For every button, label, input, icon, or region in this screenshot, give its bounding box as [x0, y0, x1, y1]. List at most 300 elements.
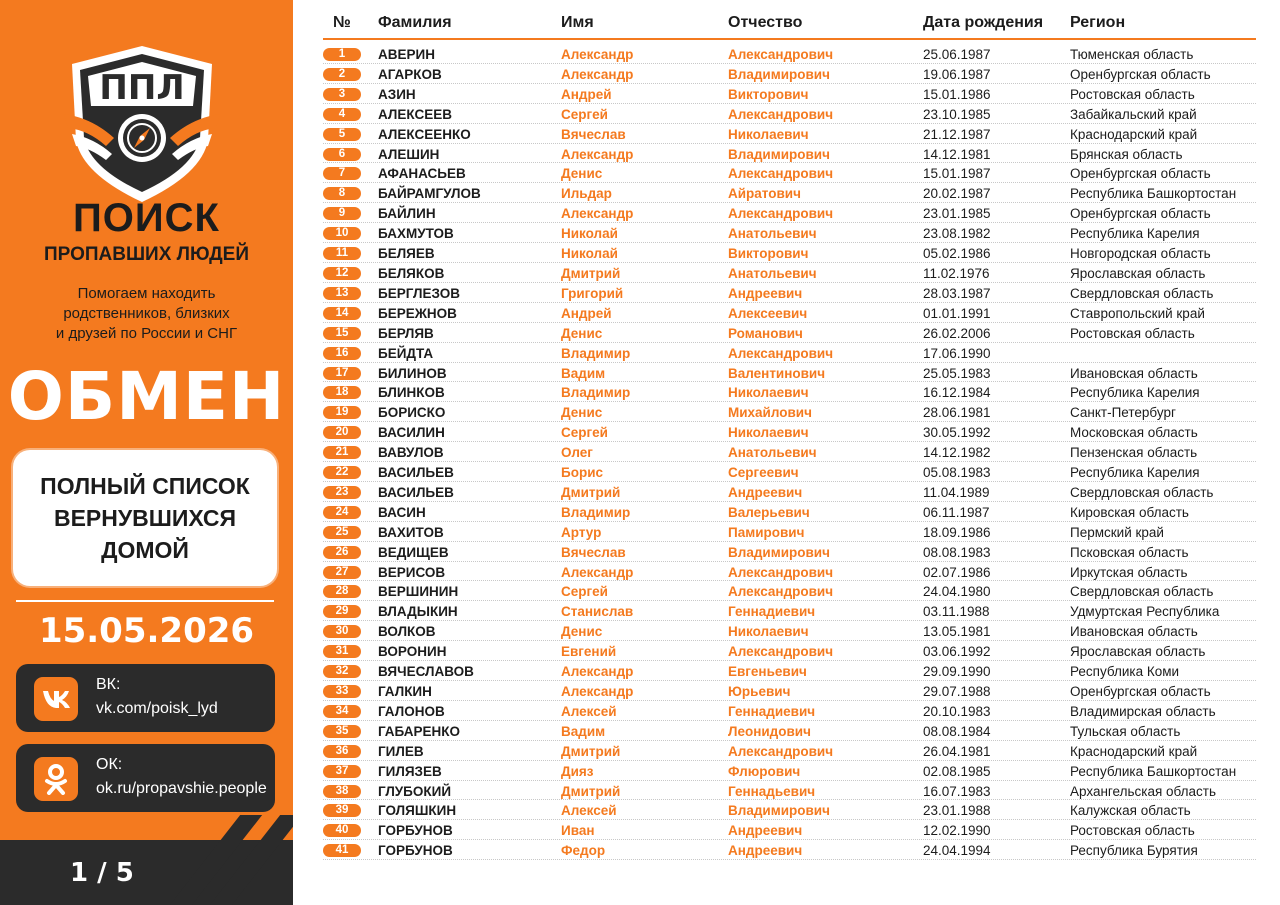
first-name: Олег — [561, 445, 593, 461]
row-number-badge: 28 — [323, 585, 361, 598]
birth-date: 16.07.1983 — [923, 783, 991, 799]
table-row — [323, 163, 1256, 183]
birth-date: 28.06.1981 — [923, 405, 991, 421]
row-number-badge: 11 — [323, 247, 361, 260]
birth-date: 13.05.1981 — [923, 624, 991, 640]
row-number-badge: 1 — [323, 48, 361, 61]
last-name: ВАСИЛИН — [378, 425, 445, 441]
last-name: АЛЕКСЕЕНКО — [378, 126, 471, 142]
birth-date: 08.08.1983 — [923, 544, 991, 560]
birth-date: 15.01.1987 — [923, 166, 991, 182]
first-name: Александр — [561, 66, 634, 82]
last-name: ВЕДИЩЕВ — [378, 544, 449, 560]
region: Ивановская область — [1070, 624, 1198, 640]
first-name: Иван — [561, 823, 595, 839]
last-name: БАЙЛИН — [378, 206, 436, 222]
birth-date: 05.02.1986 — [923, 246, 991, 262]
first-name: Денис — [561, 166, 603, 182]
list-title-line: ДОМОЙ — [101, 537, 189, 563]
first-name: Алексей — [561, 703, 617, 719]
patronymic: Александрович — [728, 644, 834, 660]
patronymic: Геннадиевич — [728, 604, 816, 620]
table-row — [323, 382, 1256, 402]
first-name: Николай — [561, 246, 618, 262]
patronymic: Анатольевич — [728, 265, 817, 281]
birth-date: 29.07.1988 — [923, 684, 991, 699]
birth-date: 06.11.1987 — [923, 504, 990, 520]
first-name: Ильдар — [561, 186, 612, 202]
table-row — [323, 601, 1256, 621]
row-number-badge: 9 — [323, 207, 361, 220]
list-title-line: ПОЛНЫЙ СПИСОК — [40, 473, 250, 499]
region: Республика Башкортостан — [1070, 186, 1237, 202]
sidebar — [0, 0, 293, 905]
ok-label: ОК: — [96, 756, 123, 773]
table-row — [323, 502, 1256, 522]
region: Краснодарский край — [1070, 126, 1198, 142]
patronymic: Владимирович — [728, 803, 830, 819]
region: Республика Бурятия — [1070, 843, 1198, 859]
region: Ростовская область — [1070, 823, 1195, 839]
region: Республика Карелия — [1070, 385, 1200, 401]
table-row — [323, 442, 1256, 462]
row-number-badge: 33 — [323, 685, 361, 698]
region: Оренбургская область — [1070, 684, 1211, 699]
first-name: Владимир — [561, 345, 631, 361]
last-name: ВОЛКОВ — [378, 624, 436, 640]
table-row — [323, 422, 1256, 442]
patronymic: Евгеньевич — [728, 664, 807, 680]
table-row — [323, 243, 1256, 263]
row-number-badge: 22 — [323, 466, 361, 479]
last-name: ГЛУБОКИЙ — [378, 783, 452, 799]
last-name: БИЛИНОВ — [378, 365, 447, 381]
birth-date: 21.12.1987 — [923, 126, 991, 142]
row-number-badge: 24 — [323, 506, 361, 519]
region: Республика Башкортостан — [1070, 763, 1237, 779]
row-number-badge: 36 — [323, 745, 361, 758]
shield-logo-icon — [62, 42, 222, 207]
birth-date: 14.12.1982 — [923, 445, 991, 461]
row-number-badge: 3 — [323, 88, 361, 101]
table-row — [323, 223, 1256, 243]
patronymic: Андреевич — [728, 843, 803, 859]
table-row — [323, 741, 1256, 761]
birth-date: 02.08.1985 — [923, 763, 991, 779]
divider — [16, 600, 274, 602]
first-name: Вадим — [561, 723, 606, 739]
patronymic: Александрович — [728, 166, 834, 182]
header-patronymic: Отчество — [728, 14, 803, 31]
patronymic: Александрович — [728, 106, 834, 122]
last-name: АФАНАСЬЕВ — [378, 166, 466, 182]
table-row — [323, 343, 1256, 363]
patronymic: Памирович — [728, 524, 805, 540]
vk-icon — [34, 677, 78, 721]
birth-date: 11.04.1989 — [923, 484, 990, 500]
table-row — [323, 44, 1256, 64]
table-row — [323, 303, 1256, 323]
first-name: Дмитрий — [561, 484, 621, 500]
first-name: Александр — [561, 206, 634, 222]
row-number-badge: 37 — [323, 765, 361, 778]
table-row — [323, 104, 1256, 124]
patronymic: Александрович — [728, 206, 834, 222]
birth-date: 11.02.1976 — [923, 265, 990, 281]
table-body — [323, 44, 1256, 860]
table-row — [323, 820, 1256, 840]
patronymic: Андреевич — [728, 823, 803, 839]
people-table — [323, 0, 1256, 860]
brand-desc-line: родственников, близких — [63, 305, 230, 322]
patronymic: Геннадьевич — [728, 783, 816, 799]
row-number-badge: 2 — [323, 68, 361, 81]
header-region: Регион — [1070, 14, 1126, 31]
birth-date: 17.06.1990 — [923, 345, 991, 361]
first-name: Сергей — [561, 106, 608, 122]
row-number-badge: 41 — [323, 844, 361, 857]
table-row — [323, 840, 1256, 860]
patronymic: Викторович — [728, 246, 809, 262]
list-title-line: ВЕРНУВШИХСЯ — [53, 505, 237, 531]
header-birth-date: Дата рождения — [923, 14, 1044, 31]
patronymic: Александрович — [728, 47, 834, 62]
brand-subtitle: ПРОПАВШИХ ЛЮДЕЙ — [44, 244, 249, 265]
table-row — [323, 283, 1256, 303]
row-number-badge: 6 — [323, 148, 361, 161]
row-number-badge: 4 — [323, 108, 361, 121]
last-name: ВАСИЛЬЕВ — [378, 484, 454, 500]
row-number-badge: 16 — [323, 347, 361, 360]
last-name: БАХМУТОВ — [378, 226, 454, 242]
row-number-badge: 8 — [323, 187, 361, 200]
table-row — [323, 562, 1256, 582]
patronymic: Айратович — [728, 186, 801, 202]
region: Псковская область — [1070, 544, 1189, 560]
region: Ставропольский край — [1070, 305, 1205, 321]
region: Ярославская область — [1070, 644, 1206, 660]
birth-date: 01.01.1991 — [923, 305, 991, 321]
patronymic: Александрович — [728, 743, 834, 759]
first-name: Александр — [561, 47, 634, 62]
first-name: Вадим — [561, 365, 606, 381]
region: Свердловская область — [1070, 584, 1214, 600]
brand-title: ПОИСК — [73, 196, 220, 240]
patronymic: Владимирович — [728, 146, 830, 162]
region: Республика Карелия — [1070, 465, 1200, 481]
row-number-badge: 23 — [323, 486, 361, 499]
row-number-badge: 30 — [323, 625, 361, 638]
birth-date: 03.06.1992 — [923, 644, 991, 660]
table-row — [323, 621, 1256, 641]
table-row — [323, 542, 1256, 562]
patronymic: Романович — [728, 325, 803, 341]
first-name: Станислав — [561, 604, 634, 620]
birth-date: 23.10.1985 — [923, 106, 991, 122]
table-row — [323, 661, 1256, 681]
row-number-badge: 15 — [323, 327, 361, 340]
birth-date: 05.08.1983 — [923, 465, 991, 481]
table-row — [323, 781, 1256, 801]
page-indicator: 1 / 5 — [70, 858, 134, 888]
birth-date: 14.12.1981 — [923, 146, 991, 162]
region: Владимирская область — [1070, 703, 1216, 719]
patronymic: Михайлович — [728, 405, 812, 421]
patronymic: Андреевич — [728, 285, 803, 301]
patronymic: Андреевич — [728, 484, 803, 500]
region: Ярославская область — [1070, 265, 1206, 281]
region: Новгородская область — [1070, 246, 1211, 262]
patronymic: Александрович — [728, 345, 834, 361]
birth-date: 18.09.1986 — [923, 524, 991, 540]
row-number-badge: 21 — [323, 446, 361, 459]
patronymic: Алексеевич — [728, 305, 808, 321]
row-number-badge: 18 — [323, 386, 361, 399]
vk-link[interactable] — [16, 664, 275, 732]
region: Ивановская область — [1070, 365, 1198, 381]
table-row — [323, 64, 1256, 84]
last-name: БАЙРАМГУЛОВ — [378, 186, 481, 202]
row-number-badge: 20 — [323, 426, 361, 439]
table-row — [323, 203, 1256, 223]
row-number-badge: 17 — [323, 367, 361, 380]
first-name: Сергей — [561, 425, 608, 441]
row-number-badge: 39 — [323, 804, 361, 817]
patronymic: Геннадиевич — [728, 703, 816, 719]
region: Кировская область — [1070, 504, 1189, 520]
birth-date: 29.09.1990 — [923, 664, 991, 680]
region: Калужская область — [1070, 803, 1191, 819]
table-row — [323, 581, 1256, 601]
table-row — [323, 84, 1256, 104]
table-row — [323, 482, 1256, 502]
patronymic: Александрович — [728, 564, 834, 580]
first-name: Сергей — [561, 584, 608, 600]
birth-date: 26.02.2006 — [923, 325, 991, 341]
patronymic: Леонидович — [728, 723, 811, 739]
row-number-badge: 12 — [323, 267, 361, 280]
region: Санкт-Петербург — [1070, 405, 1176, 421]
row-number-badge: 34 — [323, 705, 361, 718]
region: Свердловская область — [1070, 484, 1214, 500]
birth-date: 25.06.1987 — [923, 47, 991, 62]
table-row — [323, 522, 1256, 542]
first-name: Владимир — [561, 504, 631, 520]
table-row — [323, 263, 1256, 283]
last-name: АГАРКОВ — [378, 66, 442, 82]
region: Удмуртская Республика — [1070, 604, 1220, 620]
region: Краснодарский край — [1070, 743, 1198, 759]
last-name: ГИЛЕВ — [378, 743, 424, 759]
region: Ростовская область — [1070, 325, 1195, 341]
vk-url[interactable]: vk.com/poisk_lyd — [96, 700, 218, 717]
birth-date: 24.04.1980 — [923, 584, 991, 600]
first-name: Борис — [561, 465, 604, 481]
last-name: АЛЕКСЕЕВ — [378, 106, 452, 122]
row-number-badge: 38 — [323, 785, 361, 798]
first-name: Дмитрий — [561, 265, 621, 281]
row-number-badge: 5 — [323, 128, 361, 141]
last-name: ВАХИТОВ — [378, 524, 444, 540]
last-name: БЕРЕЖНОВ — [378, 305, 457, 321]
table-row — [323, 402, 1256, 422]
last-name: БЕЛЯЕВ — [378, 246, 435, 262]
region: Республика Карелия — [1070, 226, 1200, 242]
patronymic: Владимирович — [728, 544, 830, 560]
birth-date: 03.11.1988 — [923, 604, 990, 620]
birth-date: 08.08.1984 — [923, 723, 991, 739]
patronymic: Викторович — [728, 86, 809, 102]
first-name: Дмитрий — [561, 743, 621, 759]
list-title-box — [16, 453, 274, 583]
region: Тульская область — [1070, 723, 1181, 739]
patronymic: Николаевич — [728, 385, 809, 401]
vk-label: ВК: — [96, 676, 121, 693]
region: Свердловская область — [1070, 285, 1214, 301]
table-row — [323, 183, 1256, 203]
region: Московская область — [1070, 425, 1198, 441]
first-name: Николай — [561, 226, 618, 242]
birth-date: 25.05.1983 — [923, 365, 991, 381]
region: Оренбургская область — [1070, 206, 1211, 222]
row-number-badge: 19 — [323, 406, 361, 419]
patronymic: Юрьевич — [728, 684, 791, 699]
first-name: Вячеслав — [561, 126, 626, 142]
patronymic: Валерьевич — [728, 504, 810, 520]
patronymic: Николаевич — [728, 126, 809, 142]
birth-date: 16.12.1984 — [923, 385, 991, 401]
region: Иркутская область — [1070, 564, 1188, 580]
row-number-badge: 13 — [323, 287, 361, 300]
last-name: АЗИН — [378, 86, 416, 102]
birth-date: 15.01.1986 — [923, 86, 991, 102]
table-row — [323, 721, 1256, 741]
region: Архангельская область — [1070, 783, 1217, 799]
first-name: Александр — [561, 146, 634, 162]
first-name: Дияз — [561, 763, 594, 779]
first-name: Андрей — [561, 86, 612, 102]
row-number-badge: 14 — [323, 307, 361, 320]
last-name: ВАСИН — [378, 504, 426, 520]
last-name: БЕЙДТА — [378, 345, 434, 361]
last-name: ВЕРИСОВ — [378, 564, 446, 580]
region: Оренбургская область — [1070, 166, 1211, 182]
first-name: Александр — [561, 684, 634, 699]
brand-description — [20, 284, 273, 344]
patronymic: Анатольевич — [728, 226, 817, 242]
first-name: Денис — [561, 325, 603, 341]
ok-link[interactable] — [16, 744, 275, 812]
last-name: БЛИНКОВ — [378, 385, 445, 401]
brand-desc-line: и друзей по России и СНГ — [55, 325, 238, 342]
ok-icon — [34, 757, 78, 801]
last-name: АВЕРИН — [378, 47, 435, 62]
birth-date: 24.04.1994 — [923, 843, 991, 859]
row-number-badge: 29 — [323, 605, 361, 618]
last-name: БЕЛЯКОВ — [378, 265, 445, 281]
table-row — [323, 800, 1256, 820]
region: Брянская область — [1070, 146, 1183, 162]
region: Оренбургская область — [1070, 66, 1211, 82]
row-number-badge: 10 — [323, 227, 361, 240]
birth-date: 28.03.1987 — [923, 285, 991, 301]
brand-desc-line: Помогаем находить — [77, 285, 216, 302]
last-name: БЕРГЛЕЗОВ — [378, 285, 461, 301]
patronymic: Флюрович — [728, 763, 801, 779]
first-name: Александр — [561, 564, 634, 580]
patronymic: Валентинович — [728, 365, 826, 381]
exchange-heading: ОБМЕН — [7, 358, 286, 435]
patronymic: Анатольевич — [728, 445, 817, 461]
table-row — [323, 641, 1256, 661]
first-name: Дмитрий — [561, 783, 621, 799]
last-name: ВОРОНИН — [378, 644, 447, 660]
first-name: Андрей — [561, 305, 612, 321]
last-name: ГОРБУНОВ — [378, 823, 453, 839]
region: Пермский край — [1070, 524, 1164, 540]
last-name: ГАЛОНОВ — [378, 703, 445, 719]
first-name: Евгений — [561, 644, 617, 660]
region: Тюменская область — [1070, 47, 1194, 62]
birth-date: 19.06.1987 — [923, 66, 991, 82]
birth-date: 23.01.1988 — [923, 803, 991, 819]
last-name: ГОЛЯШКИН — [378, 803, 457, 819]
region: Пензенская область — [1070, 445, 1198, 461]
last-name: АЛЕШИН — [378, 146, 440, 162]
ok-url[interactable]: ok.ru/propavshie.people — [96, 780, 267, 797]
header-num: № — [333, 14, 351, 31]
first-name: Владимир — [561, 385, 631, 401]
birth-date: 23.01.1985 — [923, 206, 991, 222]
last-name: ГИЛЯЗЕВ — [378, 763, 442, 779]
logo-text: ППЛ — [99, 68, 185, 108]
row-number-badge: 25 — [323, 526, 361, 539]
birth-date: 23.08.1982 — [923, 226, 991, 242]
last-name: ВАВУЛОВ — [378, 445, 444, 461]
birth-date: 12.02.1990 — [923, 823, 991, 839]
first-name: Артур — [561, 524, 602, 540]
birth-date: 02.07.1986 — [923, 564, 991, 580]
row-number-badge: 31 — [323, 645, 361, 658]
birth-date: 20.02.1987 — [923, 186, 991, 202]
region: Забайкальский край — [1070, 106, 1197, 122]
birth-date: 20.10.1983 — [923, 703, 991, 719]
patronymic: Александрович — [728, 584, 834, 600]
birth-date: 30.05.1992 — [923, 425, 991, 441]
row-number-badge: 32 — [323, 665, 361, 678]
exchange-date: 15.05.2026 — [38, 611, 255, 651]
table-row — [323, 701, 1256, 721]
header-first-name: Имя — [561, 14, 594, 31]
last-name: ГОРБУНОВ — [378, 843, 453, 859]
table-row — [323, 363, 1256, 383]
row-number-badge: 7 — [323, 167, 361, 180]
row-number-badge: 40 — [323, 824, 361, 837]
table-header — [323, 0, 1256, 40]
region: Республика Коми — [1070, 664, 1180, 680]
last-name: ВЯЧЕСЛАВОВ — [378, 664, 474, 680]
row-number-badge: 26 — [323, 546, 361, 559]
row-number-badge: 35 — [323, 725, 361, 738]
first-name: Алексей — [561, 803, 617, 819]
last-name: ВАСИЛЬЕВ — [378, 465, 454, 481]
last-name: ВЛАДЫКИН — [378, 604, 458, 620]
last-name: ГАЛКИН — [378, 684, 432, 699]
first-name: Денис — [561, 405, 603, 421]
first-name: Александр — [561, 664, 634, 680]
last-name: БЕРЛЯВ — [378, 325, 434, 341]
table-row — [323, 761, 1256, 781]
